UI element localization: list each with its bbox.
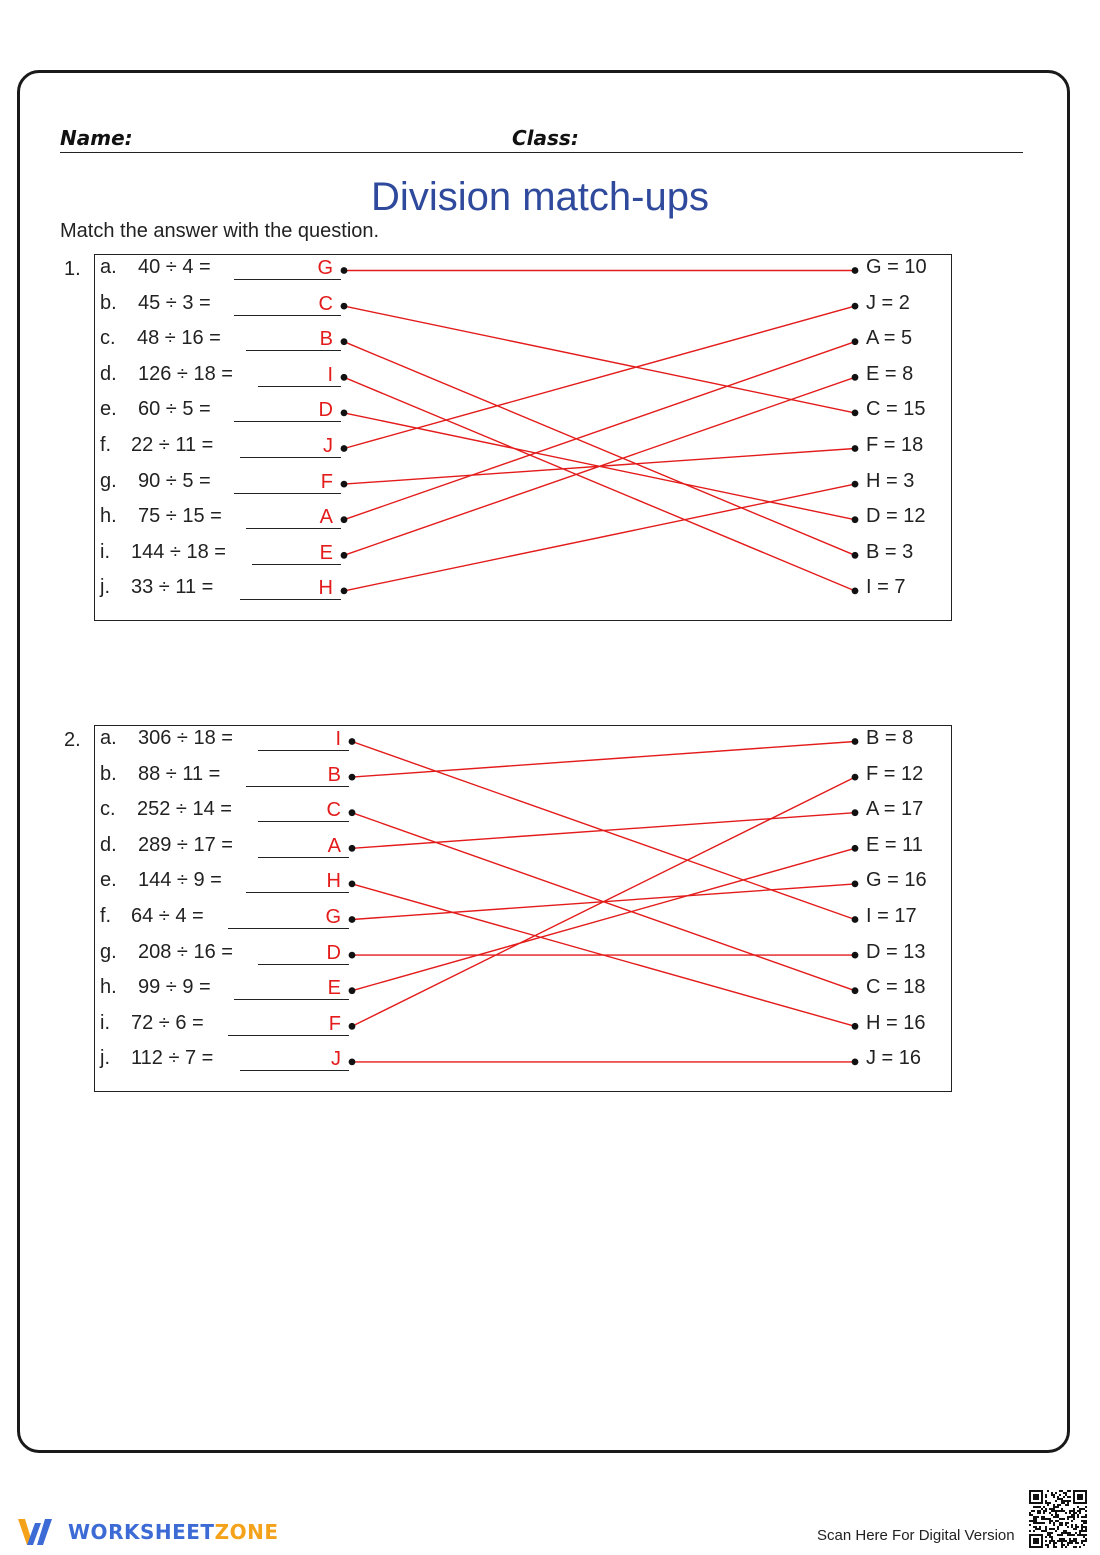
- answer-blank[interactable]: H: [246, 869, 349, 893]
- answer-blank[interactable]: B: [246, 327, 341, 351]
- question-letter: g.: [100, 940, 117, 963]
- answer-blank[interactable]: F: [228, 1012, 349, 1036]
- question-letter: a.: [100, 727, 117, 749]
- question-row: [0, 398, 1100, 428]
- division-expression: 252 ÷ 14 =: [137, 798, 232, 821]
- answer-blank[interactable]: G: [228, 905, 349, 929]
- question-letter: i.: [100, 1011, 110, 1034]
- answer-option: E = 11: [866, 833, 923, 856]
- scan-text: Scan Here For Digital Version: [817, 1527, 1015, 1544]
- question-row: [0, 976, 1100, 1006]
- division-expression: 60 ÷ 5 =: [138, 398, 211, 421]
- question-letter: b.: [100, 291, 117, 314]
- answer-option: H = 16: [866, 1011, 926, 1034]
- question-letter: h.: [100, 976, 117, 999]
- answer-option: I = 7: [866, 576, 906, 599]
- question-row: [0, 541, 1100, 571]
- answer-blank[interactable]: E: [234, 976, 349, 1000]
- division-expression: 90 ÷ 5 =: [138, 469, 211, 492]
- answer-blank[interactable]: A: [246, 505, 341, 529]
- question-letter: j.: [100, 1047, 110, 1070]
- answer-blank[interactable]: J: [240, 434, 341, 458]
- question-letter: j.: [100, 576, 110, 599]
- division-expression: 72 ÷ 6 =: [131, 1011, 204, 1034]
- brand-part-worksheet: WORKSHEET: [68, 1520, 215, 1544]
- question-row: [0, 363, 1100, 393]
- question-row: [0, 1047, 1100, 1077]
- answer-option: I = 17: [866, 905, 917, 927]
- brand-logo: [16, 1512, 278, 1552]
- answer-blank[interactable]: B: [246, 763, 349, 787]
- class-label: Class:: [512, 126, 579, 150]
- question-letter: i.: [100, 540, 110, 563]
- division-expression: 64 ÷ 4 =: [131, 905, 204, 927]
- division-expression: 144 ÷ 18 =: [131, 540, 226, 563]
- answer-option: J = 16: [866, 1047, 922, 1070]
- answer-option: C = 15: [866, 398, 926, 421]
- question-row: [0, 292, 1100, 322]
- division-expression: 144 ÷ 9 =: [138, 869, 222, 892]
- brand-name: [68, 1520, 278, 1544]
- answer-option: D = 13: [866, 940, 926, 963]
- question-letter: f.: [100, 434, 112, 456]
- answer-blank[interactable]: A: [258, 834, 349, 858]
- division-expression: 126 ÷ 18 =: [138, 362, 233, 385]
- question-row: [0, 727, 1100, 757]
- question-row: [0, 505, 1100, 535]
- division-expression: 99 ÷ 9 =: [138, 976, 211, 999]
- answer-blank[interactable]: D: [258, 941, 349, 965]
- page-title: Division match-ups: [371, 175, 709, 219]
- answer-option: H = 3: [866, 469, 915, 492]
- answer-option: A = 17: [866, 798, 924, 821]
- division-expression: 289 ÷ 17 =: [138, 833, 233, 856]
- division-expression: 45 ÷ 3 =: [138, 291, 211, 314]
- brand-part-zone: ZONE: [214, 1520, 279, 1544]
- answer-blank[interactable]: H: [240, 576, 341, 600]
- division-expression: 33 ÷ 11 =: [131, 576, 214, 599]
- question-row: [0, 763, 1100, 793]
- question-row: [0, 576, 1100, 606]
- answer-blank[interactable]: J: [240, 1047, 349, 1071]
- question-letter: c.: [100, 327, 116, 350]
- question-letter: d.: [100, 362, 117, 385]
- question-row: [0, 470, 1100, 500]
- question-row: [0, 256, 1100, 286]
- question-letter: b.: [100, 762, 117, 785]
- question-row: [0, 905, 1100, 935]
- question-letter: e.: [100, 869, 117, 892]
- header-rule: [60, 152, 1023, 153]
- qr-code-icon[interactable]: [1029, 1490, 1087, 1548]
- answer-option: J = 2: [866, 291, 910, 314]
- division-expression: 40 ÷ 4 =: [138, 256, 211, 278]
- division-expression: 112 ÷ 7 =: [131, 1047, 214, 1070]
- question-row: [0, 869, 1100, 899]
- question-row: [0, 834, 1100, 864]
- question-letter: f.: [100, 905, 112, 927]
- answer-blank[interactable]: F: [234, 470, 341, 494]
- answer-option: G = 16: [866, 869, 927, 892]
- answer-option: B = 3: [866, 540, 914, 563]
- division-expression: 22 ÷ 11 =: [131, 434, 214, 456]
- answer-option: D = 12: [866, 505, 926, 528]
- answer-option: A = 5: [866, 327, 913, 350]
- division-expression: 75 ÷ 15 =: [138, 505, 222, 528]
- question-letter: d.: [100, 833, 117, 856]
- section-number: 2.: [64, 729, 81, 751]
- answer-blank[interactable]: E: [252, 541, 341, 565]
- question-row: [0, 941, 1100, 971]
- question-letter: h.: [100, 505, 117, 528]
- answer-option: B = 8: [866, 727, 914, 749]
- question-letter: e.: [100, 398, 117, 421]
- division-expression: 48 ÷ 16 =: [137, 327, 221, 350]
- answer-option: F = 18: [866, 434, 924, 456]
- section-number: 1.: [64, 258, 81, 280]
- question-row: [0, 798, 1100, 828]
- question-row: [0, 434, 1100, 464]
- answer-option: F = 12: [866, 762, 924, 785]
- answer-blank[interactable]: C: [258, 798, 349, 822]
- answer-blank[interactable]: D: [234, 398, 341, 422]
- question-letter: g.: [100, 469, 117, 492]
- answer-option: E = 8: [866, 362, 914, 385]
- question-row: [0, 1012, 1100, 1042]
- answer-blank[interactable]: C: [234, 292, 341, 316]
- answer-blank[interactable]: G: [234, 256, 341, 280]
- answer-blank[interactable]: I: [258, 363, 341, 387]
- answer-blank[interactable]: I: [258, 727, 349, 751]
- question-letter: a.: [100, 256, 117, 278]
- name-label: Name:: [60, 126, 133, 150]
- instructions: Match the answer with the question.: [60, 220, 380, 242]
- division-expression: 88 ÷ 11 =: [138, 762, 221, 785]
- question-letter: c.: [100, 798, 116, 821]
- answer-option: C = 18: [866, 976, 926, 999]
- answer-option: G = 10: [866, 256, 927, 278]
- division-expression: 306 ÷ 18 =: [138, 727, 233, 749]
- question-row: [0, 327, 1100, 357]
- worksheetzone-logo-icon: [16, 1515, 60, 1549]
- division-expression: 208 ÷ 16 =: [138, 940, 233, 963]
